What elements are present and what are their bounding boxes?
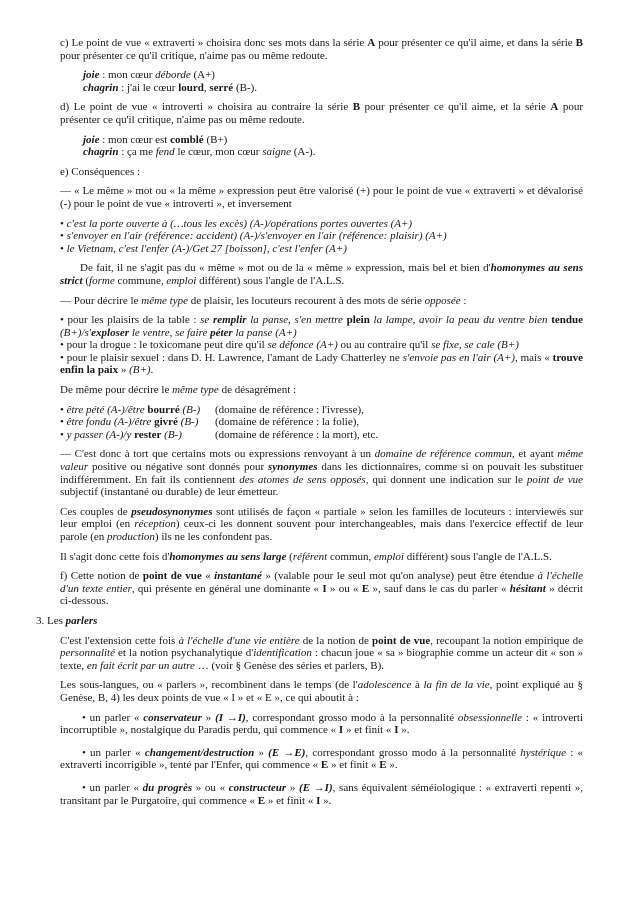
- text-run: différent) sous l'angle de l'A.L.S.: [196, 274, 345, 287]
- text-run: De fait, il ne s'agit pas du « même » mot ou de la « même » expression, mais bel et bien d': [80, 262, 491, 275]
- text-run: , mais «: [514, 351, 553, 364]
- document-page: [36, 37, 584, 817]
- text-run: Les sous-langues, ou « parlers », recombinent dans le temps (de l': [60, 679, 358, 692]
- italic-text: à l'échelle d'un texte entier: [60, 570, 583, 595]
- text-run: de désagrément :: [218, 384, 297, 397]
- example-joie: [83, 134, 583, 147]
- bold-text: E: [320, 759, 329, 772]
- examples-introverti: [60, 134, 583, 159]
- text-run: .: [150, 364, 154, 377]
- text-run: dans les dictionnaires, comme si on pouvait les substituer indifféremment. En fait ils contiennent: [60, 461, 583, 486]
- discomfort-expression: [60, 429, 215, 442]
- text-run: •: [60, 416, 67, 429]
- bold-italic-text: homonymes au sens strict: [60, 262, 583, 287]
- text-run: • pour le plaisir sexuel : dans D. H. Lawrence, l'amant de Lady Chatterley ne: [60, 351, 403, 364]
- italic-text: le Vietnam, c'est l'enfer (A-)/Get 27 [boisson], c'est l'enfer (A+): [66, 242, 347, 255]
- text-run: 3. Les: [36, 614, 66, 627]
- italic-text: même valeur: [60, 448, 584, 474]
- text-run: «: [201, 570, 215, 583]
- italic-text: forme: [89, 274, 115, 287]
- bold-italic-text: instantané: [214, 570, 262, 583]
- italic-text: (B-): [161, 428, 182, 441]
- paragraph-extension: [60, 635, 583, 673]
- bold-text: B: [575, 37, 584, 49]
- text-run: ) ils ne les confondent pas.: [154, 531, 273, 543]
- italic-text: saigne: [262, 146, 291, 159]
- italic-text: (B-): [177, 416, 199, 429]
- examples-extraverti: [60, 69, 583, 94]
- italic-text: s'envoie pas en l'air (A+): [402, 351, 515, 364]
- text-run: »: [201, 711, 216, 724]
- italic-text: être fondu (A-)/être: [66, 416, 155, 429]
- italic-text: réception: [134, 518, 176, 531]
- discomfort-expression: [60, 416, 215, 429]
- text-run: •: [60, 230, 67, 243]
- bold-italic-text: du progrès: [142, 781, 193, 794]
- text-run: , et ayant: [512, 448, 558, 461]
- text-run: pour présenter ce qu'il aime, et dans la série: [375, 37, 576, 49]
- parler-conservateur: [60, 712, 583, 737]
- text-run: e) Conséquences :: [60, 165, 141, 178]
- list-item: [60, 352, 583, 377]
- paragraph-f-point-de-vue: [60, 570, 583, 608]
- section-e-title: [60, 166, 583, 179]
- text-run: De même pour décrire le: [60, 384, 173, 397]
- text-run: ou au contraire qu'il: [337, 339, 432, 352]
- discomfort-examples-list: [60, 404, 583, 442]
- text-run: : j'ai le cœur: [118, 81, 179, 94]
- same-word-examples-list: [60, 218, 583, 256]
- text-run: »: [286, 781, 300, 794]
- text-run: : « introverti incorruptible », nostalgique du Paradis perdu, qui commence «: [60, 711, 584, 737]
- bold-text: I: [394, 724, 399, 737]
- italic-text: même type: [172, 384, 219, 397]
- italic-text: s'envoyer en l'air (référence: accident) (A-)/s'envoyer en l'air (référence: plaisir) (A+): [66, 230, 447, 243]
- text-run: : ça me: [118, 146, 156, 159]
- italic-text: (B-): [179, 403, 201, 416]
- italic-text: en fait écrit par un autre: [86, 659, 195, 672]
- bold-text: comblé: [170, 133, 204, 146]
- text-run: Il s'agit donc cette fois d': [60, 550, 170, 563]
- bold-italic-text: pseudosynonymes: [131, 505, 213, 518]
- list-item: [60, 314, 583, 339]
- section-3-heading: [36, 615, 583, 628]
- text-run: »: [254, 746, 269, 759]
- bold-text: rester: [134, 428, 162, 441]
- text-run: pour présenter ce qu'il critique, n'aime pas ou même redoute.: [60, 101, 583, 126]
- bold-text: point de vue: [372, 634, 431, 647]
- italic-text: référent: [292, 550, 328, 563]
- text-run: :: [460, 294, 467, 307]
- italic-text: même type: [141, 294, 188, 307]
- text-run: sont utilisés de façon « partiale » selon les familles de locuteurs : interviewés sur leur emploi (en: [60, 505, 584, 531]
- text-run: de plaisir, les locuteurs recourent à des mots de série: [187, 294, 425, 307]
- text-run: , correspondant grosso modo à la personnalité: [245, 711, 458, 724]
- text-run: — Pour décrire le: [60, 294, 142, 307]
- text-run: pour présenter ce qu'il aime, et la série: [360, 101, 551, 114]
- list-item: [60, 339, 583, 352]
- text-run: • un parler «: [82, 781, 143, 794]
- bold-italic-text: chagrin: [83, 81, 119, 94]
- list-item: [60, 429, 583, 442]
- bold-italic-text: parlers: [65, 614, 98, 627]
- text-run: C'est l'extension cette fois: [60, 634, 179, 647]
- text-run: » et finit «: [343, 724, 395, 737]
- list-item: [60, 218, 583, 231]
- italic-text: hystérique: [520, 746, 567, 759]
- text-run: Ces couples de: [60, 505, 132, 518]
- italic-text: emploi: [374, 550, 404, 563]
- text-run: subjectif (instantané ou durable) de leur émetteur.: [60, 486, 279, 499]
- text-run: » ou «: [192, 781, 229, 794]
- text-run: • pour la drogue : le toxicomane peut dire qu'il: [60, 339, 268, 352]
- paragraph-synonyms-error: [60, 448, 583, 498]
- bold-italic-text: hésitant: [509, 582, 546, 595]
- text-run: f) Cette notion de: [60, 570, 143, 583]
- italic-text: opposée: [424, 294, 461, 307]
- text-run: •: [60, 428, 67, 441]
- bold-text: point de vue: [142, 570, 202, 583]
- list-item: [60, 243, 583, 256]
- text-run: » décrit ci-dessous.: [60, 582, 583, 608]
- text-run: commun,: [327, 550, 374, 563]
- text-run: » et finit «: [328, 759, 380, 772]
- text-run: de la notion de: [299, 634, 373, 647]
- text-run: (domaine de référence : la folie),: [215, 416, 360, 429]
- text-run: » et finit «: [265, 794, 317, 807]
- text-run: … (voir § Genèse des séries et parlers, B).: [194, 659, 385, 672]
- text-run: c) Le point de vue « extraverti » choisira donc ses mots dans la série: [60, 37, 368, 49]
- italic-text: la panse, s'en mettre: [246, 314, 347, 327]
- text-run: à: [411, 679, 424, 692]
- bold-text: givré: [154, 416, 178, 429]
- paragraph-c-extraverti: [60, 37, 583, 62]
- bold-italic-text: (E →I): [299, 781, 333, 794]
- bold-italic-text: remplir: [212, 314, 247, 327]
- text-run: positive ou négative sont donnés pour: [88, 461, 268, 474]
- bold-text: E: [379, 759, 387, 772]
- bold-text: E: [361, 582, 370, 595]
- italic-text: identification: [253, 647, 312, 660]
- bold-text: lourd: [178, 81, 204, 94]
- text-run: ,: [203, 81, 210, 94]
- italic-text: à l'échelle d'une vie entière: [178, 634, 300, 647]
- italic-text: la lampe, avoir la peau du ventre bien: [369, 314, 552, 327]
- text-run: (B+): [203, 133, 228, 146]
- italic-text: des atomes de sens opposés: [239, 473, 366, 486]
- paragraph-pleasure-intro: [60, 295, 583, 308]
- paragraph-pseudosynonyms: [60, 506, 583, 544]
- text-run: (: [286, 550, 293, 563]
- bold-text: bourré: [147, 403, 180, 416]
- bold-italic-text: (E →E): [268, 746, 306, 759]
- example-chagrin: [83, 82, 583, 95]
- italic-text: être pété (A-)/être: [66, 403, 148, 416]
- text-run: point expliqué au § Genèse, B, 4) les deux points de vue « I » et « E », ce qui aboutit à :: [60, 679, 583, 704]
- list-item: [60, 404, 583, 417]
- bold-italic-text: synonymes: [267, 461, 318, 474]
- text-run: différent) sous l'angle de l'A.L.S.: [403, 550, 552, 563]
- parler-progres-constructeur: [60, 782, 583, 807]
- bold-italic-text: exploser: [91, 326, 130, 339]
- text-run: , recoupant la notion empirique de: [430, 634, 583, 647]
- list-item: [60, 416, 583, 429]
- paragraph-d-introverti: [60, 101, 583, 126]
- text-run: : mon cœur: [99, 69, 156, 82]
- text-run: , correspondant grosso modo à la personnalité: [305, 746, 521, 759]
- text-run: (domaine de référence : la mort), etc.: [215, 428, 379, 441]
- list-item: [60, 230, 583, 243]
- bold-italic-text: chagrin: [83, 146, 119, 159]
- italic-text: se défonce (A+): [267, 339, 338, 352]
- italic-text: personnalité: [60, 647, 115, 660]
- text-run: • pour les plaisirs de la table :: [60, 314, 201, 327]
- bold-text: A: [367, 37, 376, 49]
- text-run: (A+): [190, 69, 215, 82]
- paragraph-discomfort-intro: [60, 384, 583, 397]
- bold-text: E: [257, 794, 266, 807]
- text-run: , sans équivalent séméiologique : « extraverti repenti », transitant par le Purgatoire, qui commence «: [60, 781, 584, 807]
- text-run: — « Le même » mot ou « la même » expression peut être valorisé (+) pour le point de vue « extraverti » et dévalorisé (-) pour le point de vue « introverti », et inversement: [60, 185, 583, 210]
- text-run: pour présenter ce qu'il critique, n'aime pas ou même redoute.: [60, 49, 328, 62]
- bold-italic-text: homonymes au sens large: [169, 550, 287, 563]
- text-run: (: [82, 274, 90, 287]
- bold-text: plein: [346, 314, 370, 327]
- text-run: • un parler «: [82, 746, 145, 759]
- italic-text: obsessionnelle: [457, 711, 523, 724]
- bold-text: I: [322, 582, 327, 595]
- italic-text: la fin de la vie,: [423, 679, 493, 692]
- bold-italic-text: constructeur: [228, 781, 287, 794]
- text-run: », sauf dans le cas du parler «: [369, 582, 510, 595]
- bold-italic-text: joie: [83, 69, 100, 82]
- text-run: , qui donnent une indication sur le: [365, 473, 527, 486]
- paragraph-sub-languages: [60, 679, 583, 704]
- text-run: , qui présente en général une dominante «: [131, 582, 323, 595]
- italic-text: production: [107, 531, 155, 543]
- bold-text: I: [338, 724, 344, 737]
- text-run: : mon cœur est: [99, 133, 171, 146]
- paragraph-same-word: [60, 185, 583, 210]
- pleasure-examples-list: [60, 314, 583, 377]
- italic-text: se fixe, se cale (B+): [431, 339, 519, 352]
- bold-italic-text: (I →I): [215, 711, 246, 724]
- italic-text: la panse (A+): [232, 326, 297, 339]
- bold-text: trouve enfin la paix: [60, 351, 584, 377]
- italic-text: point de vue: [526, 473, 583, 486]
- bold-italic-text: changement/destruction: [144, 746, 255, 759]
- italic-text: adolescence: [357, 679, 412, 692]
- text-run: •: [60, 403, 67, 416]
- parler-changement-destruction: [60, 747, 583, 772]
- text-run: ».: [398, 724, 410, 737]
- text-run: commune,: [114, 274, 167, 287]
- bold-italic-text: joie: [83, 133, 100, 146]
- bold-italic-text: conservateur: [143, 711, 202, 724]
- italic-text: domaine de référence commun: [374, 448, 513, 461]
- italic-text: se: [200, 314, 213, 327]
- italic-text: fend: [155, 146, 175, 159]
- text-run: ».: [320, 794, 332, 807]
- text-run: • un parler «: [82, 711, 144, 724]
- bold-italic-text: péter: [210, 326, 233, 339]
- text-run: le cœur, mon cœur: [174, 146, 263, 159]
- text-run: ».: [386, 759, 398, 772]
- italic-text: (B+)/s': [60, 326, 92, 339]
- text-run: » (valable pour le seul mot qu'on analyse) peut être étendue: [261, 570, 538, 583]
- text-run: •: [60, 242, 67, 255]
- bold-text: tendue: [551, 314, 583, 327]
- text-run: — C'est donc à tort que certains mots ou expressions renvoyant à un: [60, 448, 375, 461]
- bold-text: A: [550, 101, 559, 114]
- example-chagrin: [83, 146, 583, 159]
- paragraph-broad-homonyms: [60, 551, 583, 564]
- text-run: et la notion psychanalytique d': [115, 647, 254, 660]
- italic-text: y passer (A-)/y: [66, 428, 135, 441]
- text-run: : chacun joue « sa » biographie comme un acteur dit « son » texte,: [60, 647, 583, 672]
- example-joie: [83, 69, 583, 82]
- text-run: (B-).: [233, 81, 258, 94]
- text-run: (A-).: [290, 146, 316, 159]
- italic-text: c'est la porte ouverte à (…tous les excès) (A-)/opérations portes ouvertes (A+): [66, 217, 413, 230]
- bold-text: B: [352, 101, 361, 114]
- bold-text: I: [316, 794, 321, 807]
- italic-text: le ventre, se faire: [129, 326, 211, 339]
- italic-text: déborde: [155, 69, 191, 82]
- text-run: (domaine de référence : l'ivresse),: [215, 403, 364, 416]
- text-run: d) Le point de vue « introverti » choisira au contraire la série: [60, 101, 353, 114]
- text-run: •: [60, 217, 67, 230]
- reference-domain: [215, 404, 364, 416]
- italic-text: (B+): [129, 364, 151, 377]
- text-run: »: [118, 364, 130, 377]
- bold-text: serré: [209, 81, 234, 94]
- reference-domain: [215, 416, 359, 428]
- text-run: : « extraverti incorrigible », tenté par l'Enfer, qui commence «: [60, 746, 584, 772]
- text-run: » ou «: [326, 582, 362, 595]
- paragraph-de-fait: [60, 262, 583, 287]
- text-run: ) ceux-ci les donnent souvent pour interchangeables, mais dans l'exercice effectif de leur parole (en: [60, 518, 583, 543]
- reference-domain: [215, 429, 378, 441]
- discomfort-expression: [60, 404, 215, 417]
- italic-text: emploi: [166, 274, 197, 287]
